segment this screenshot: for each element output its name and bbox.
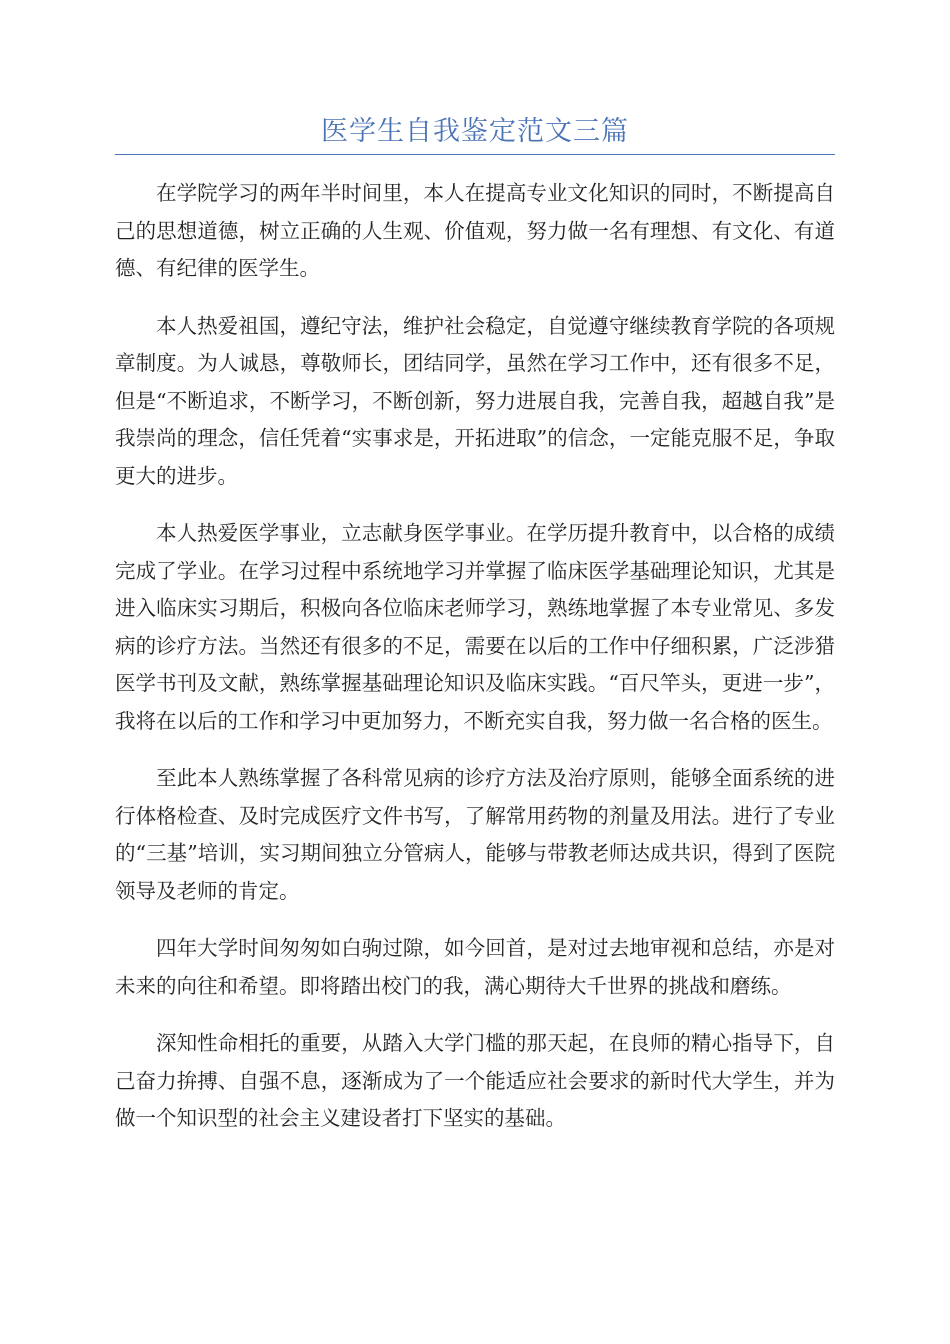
paragraph-3: 本人热爱医学事业，立志献身医学事业。在学历提升教育中，以合格的成绩完成了学业。在学习过程中系统地学习并掌握了临床医学基础理论知识，尤其是进入临床实习期后，积极向各位临床老师学习，熟练地掌握了本专业常见、多发病的诊疗方法。当然还有很多的不足，需要在以后的工作中仔细积累，广泛涉猎医学书刊及文献，熟练掌握基础理论知识及临床实践。“百尺竿头，更进一步”，我将在以后的工作和学习中更加努力，不断充实自我，努力做一名合格的医生。 — [115, 521, 835, 733]
title-underline — [115, 154, 835, 155]
paragraph-4: 至此本人熟练掌握了各科常见病的诊疗方法及治疗原则，能够全面系统的进行体格检查、及时完成医疗文件书写，了解常用药物的剂量及用法。进行了专业的“三基”培训，实习期间独立分管病人，能够与带教老师达成共识，得到了医院领导及老师的肯定。 — [115, 766, 835, 903]
document-body — [115, 175, 835, 1158]
paragraph-5: 四年大学时间匆匆如白驹过隙，如今回首，是对过去地审视和总结，亦是对未来的向往和希望。即将踏出校门的我，满心期待大千世界的挑战和磨练。 — [115, 936, 835, 998]
paragraph-6: 深知性命相托的重要，从踏入大学门槛的那天起，在良师的精心指导下，自己奋力拚搏、自强不息，逐渐成为了一个能适应社会要求的新时代大学生，并为做一个知识型的社会主义建设者打下坚实的基础。 — [115, 1031, 835, 1130]
paragraph-1: 在学院学习的两年半时间里，本人在提高专业文化知识的同时，不断提高自己的思想道德，树立正确的人生观、价值观，努力做一名有理想、有文化、有道德、有纪律的医学生。 — [115, 181, 835, 280]
document-title: 医学生自我鉴定范文三篇 — [321, 116, 629, 147]
paragraph-2: 本人热爱祖国，遵纪守法，维护社会稳定，自觉遵守继续教育学院的各项规章制度。为人诚恳，尊敬师长，团结同学，虽然在学习工作中，还有很多不足，但是“不断追求，不断学习，不断创新，努力进展自我，完善自我，超越自我”是我崇尚的理念，信任凭着“实事求是，开拓进取”的信念，一定能克服不足，争取更大的进步。 — [115, 313, 835, 488]
